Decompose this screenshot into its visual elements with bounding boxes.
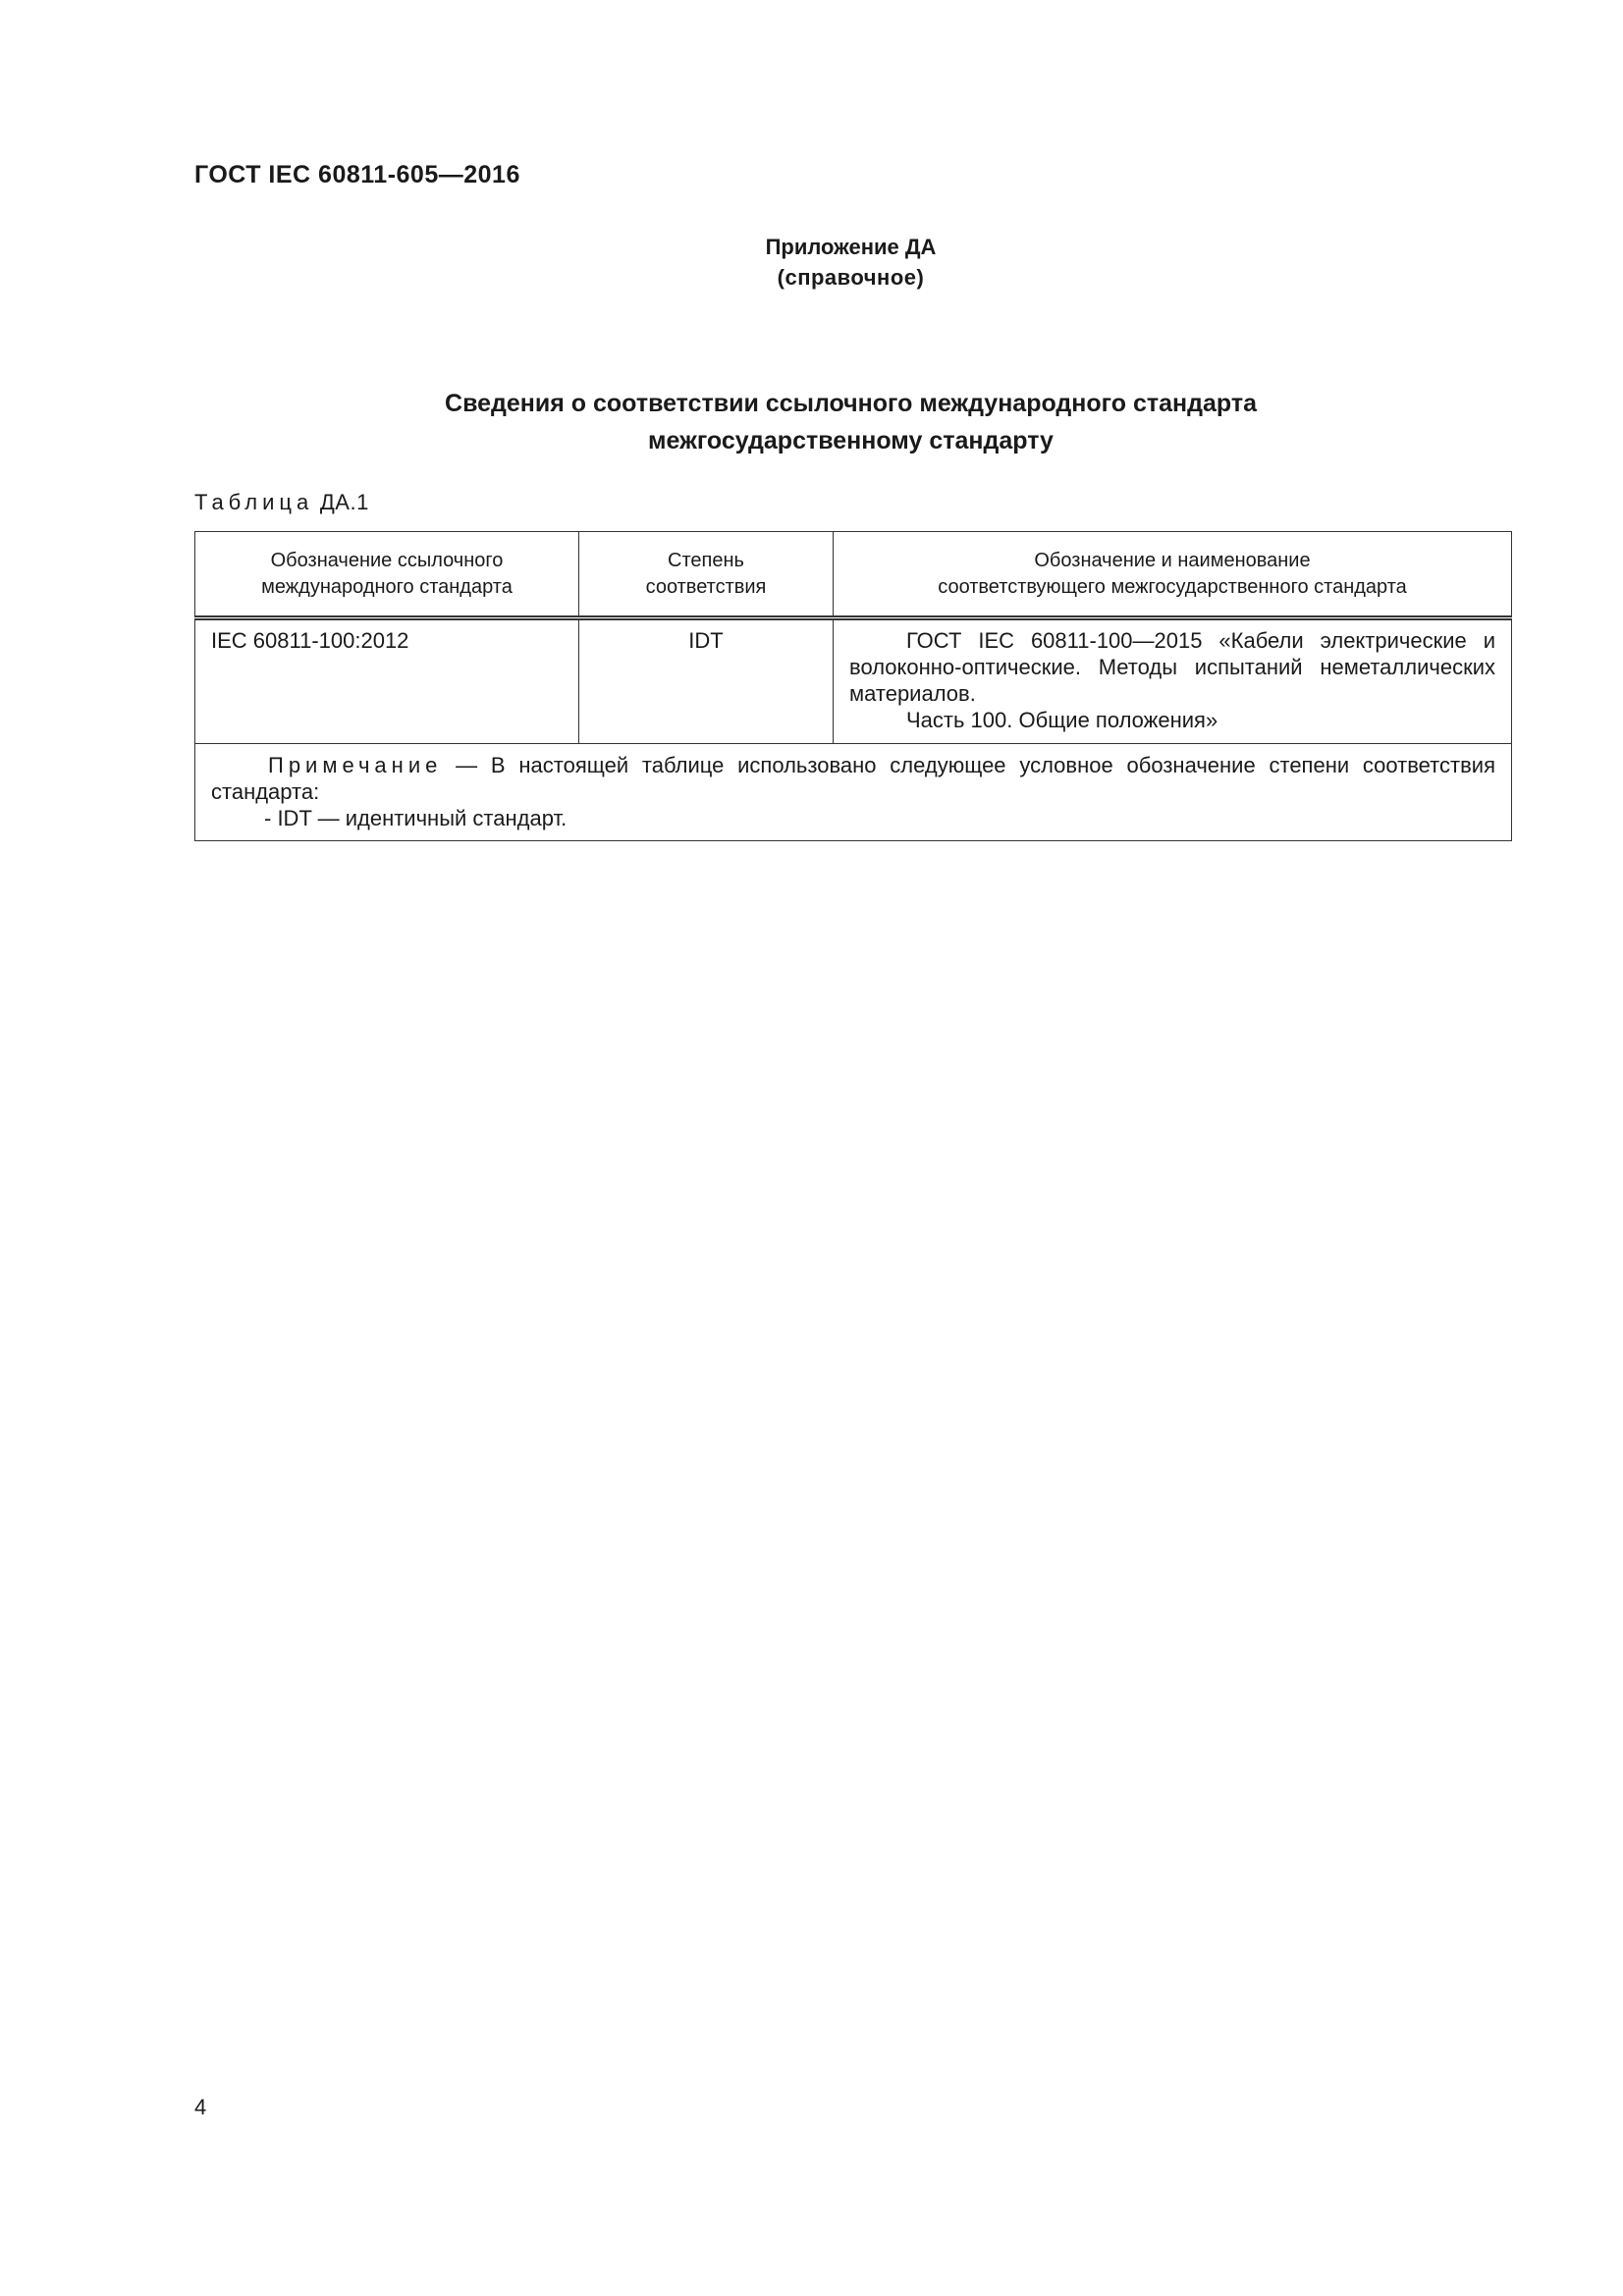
- annex-subtitle: (справочное): [777, 265, 925, 290]
- header-ref-standard-line2: международного стандарта: [261, 575, 513, 598]
- header-degree-line2: соответствия: [645, 575, 767, 598]
- note-body: — В настоящей таблице использовано следующее условное обозначение степени соответствия стандарта:: [211, 753, 1495, 804]
- page-number: 4: [194, 2095, 207, 2119]
- header-ref-standard: [195, 532, 579, 618]
- note-label: Примечание: [268, 753, 443, 777]
- cell-degree: IDT: [579, 618, 834, 744]
- header-ref-standard-line1: Обозначение ссылочного: [270, 549, 504, 571]
- cell-gost-standard: [834, 618, 1512, 744]
- header-gost-line1: Обозначение и наименование: [1034, 549, 1311, 571]
- annex-title: Приложение ДА: [765, 235, 937, 259]
- table-header-row: [195, 532, 1512, 618]
- section-title: [0, 385, 1623, 459]
- table-row: [195, 618, 1512, 744]
- table-caption: [194, 490, 369, 515]
- cell-ref-standard: IEC 60811-100:2012: [195, 618, 579, 744]
- header-degree-line1: Степень: [668, 549, 744, 571]
- section-title-line1: Сведения о соответствии ссылочного международного стандарта: [445, 390, 1257, 417]
- header-gost-standard: [834, 532, 1512, 618]
- note-text: [211, 752, 1495, 805]
- header-gost-line2: соответствующего межгосударственного стандарта: [938, 575, 1407, 598]
- table-note-row: [195, 744, 1512, 841]
- table-note: [195, 744, 1512, 841]
- table-caption-number: ДА.1: [319, 490, 369, 514]
- annex-heading: [0, 232, 1623, 293]
- table-caption-word: Таблица: [194, 490, 314, 514]
- cell-gost-line1: ГОСТ IEC 60811-100—2015 «Кабели электрические и волоконно-оптические. Методы испытаний неметаллических материалов.: [849, 628, 1495, 706]
- note-item: - IDT — идентичный стандарт.: [264, 806, 568, 830]
- header-degree: [579, 532, 834, 618]
- document-code: ГОСТ IEC 60811-605—2016: [194, 161, 520, 188]
- section-title-line2: межгосударственному стандарту: [648, 427, 1054, 454]
- cell-gost-line2: Часть 100. Общие положения»: [906, 708, 1218, 732]
- correspondence-table: [194, 531, 1512, 841]
